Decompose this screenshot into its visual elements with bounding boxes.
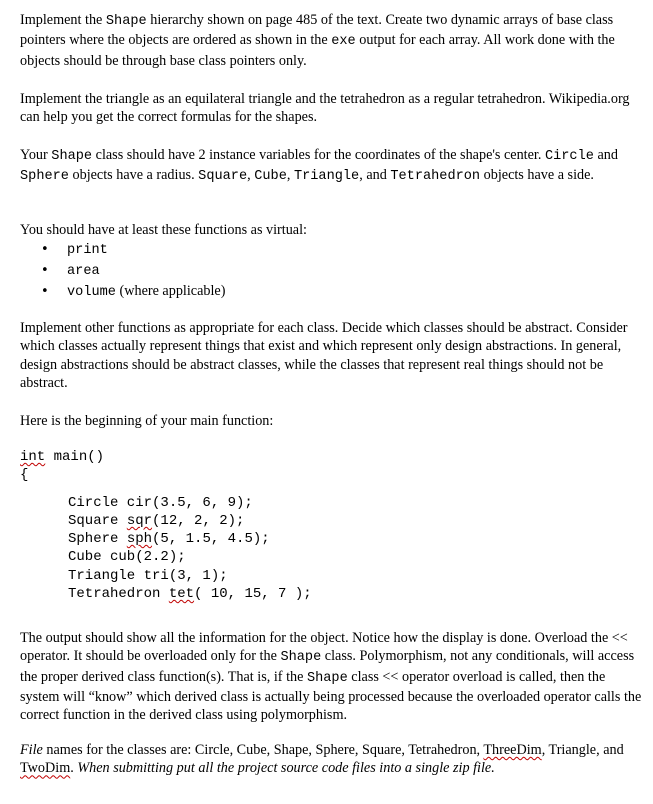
code-triangle: Triangle bbox=[293, 169, 360, 185]
code-line bbox=[20, 512, 312, 530]
code-line: { bbox=[20, 467, 29, 484]
paragraph-hierarchy bbox=[20, 11, 645, 70]
text: class. Polymorphism, not any conditionals, will access the proper derived class function(s). That is, if the bbox=[20, 648, 635, 685]
code-var-tet: tet bbox=[168, 586, 195, 603]
virtual-function-list bbox=[20, 239, 225, 302]
code-text: ( 10, 15, 7 ); bbox=[194, 586, 312, 603]
text: and bbox=[593, 147, 618, 163]
text: (where applicable) bbox=[115, 283, 226, 299]
list-item bbox=[20, 239, 225, 260]
code-block-main bbox=[20, 448, 312, 603]
text-file: File bbox=[20, 742, 43, 758]
code-print: print bbox=[67, 243, 108, 258]
code-circle: Circle bbox=[544, 149, 594, 164]
code-text: Sphere bbox=[68, 531, 127, 548]
list-item bbox=[20, 281, 225, 302]
text: output for each array. All work done with the objects should be through base class pointers only. bbox=[20, 32, 615, 69]
code-text: (12, 2, 2); bbox=[152, 512, 245, 529]
code-var-sph: sph bbox=[126, 531, 153, 548]
text: hierarchy shown on page 485 of the text. Create two dynamic arrays of base class pointers where the objects are ordered as shown in the bbox=[20, 12, 614, 49]
code-var-sqr: sqr bbox=[126, 512, 153, 529]
text: class << operator overload is called, then the system will “know” which derived class is actually being processed because the overloaded operator calls the correct function in the derived class using polymorphism. bbox=[20, 668, 642, 724]
paragraph-virtual-functions: You should have at least these functions as virtual: bbox=[20, 222, 307, 238]
code-volume: volume bbox=[67, 285, 116, 300]
code-cube: Cube bbox=[254, 169, 287, 185]
text: Your bbox=[20, 147, 52, 163]
code-line bbox=[20, 585, 312, 603]
code-text: main() bbox=[45, 449, 105, 465]
code-tetrahedron: Tetrahedron bbox=[390, 169, 481, 185]
code-line bbox=[20, 448, 312, 466]
paragraph-main-intro: Here is the beginning of your main function: bbox=[20, 413, 274, 429]
text: , bbox=[247, 167, 255, 184]
code-line bbox=[20, 530, 312, 548]
text-threedim: ThreeDim bbox=[483, 742, 542, 758]
code-line: Circle cir(3.5, 6, 9); bbox=[68, 494, 253, 511]
paragraph-abstract-classes: Implement other functions as appropriate for each class. Decide which classes should be abstract. Consider which classes actually represent things that exist and which represent only design abstractions. In general, design abstractions should be abstract classes, while the classes that represent real things should not be abstract. bbox=[20, 320, 628, 391]
text: , and bbox=[359, 167, 391, 184]
text: objects have a radius. bbox=[68, 167, 199, 184]
code-shape: Shape bbox=[280, 650, 322, 666]
code-square: Square bbox=[198, 169, 248, 185]
list-item bbox=[20, 260, 225, 281]
text: . bbox=[70, 760, 78, 777]
text: class should have 2 instance variables for the coordinates of the shape's center. bbox=[92, 147, 545, 163]
text: The output should show all the information for the object. Notice how the display is done. Overload the << operator. It should be overloaded only for the bbox=[20, 630, 628, 665]
text: objects have a side. bbox=[480, 167, 594, 184]
text-twodim: TwoDim bbox=[20, 760, 71, 777]
paragraph-instance-variables bbox=[20, 146, 645, 187]
code-shape: Shape bbox=[105, 14, 147, 29]
code-line: Cube cub(2.2); bbox=[68, 549, 186, 566]
code-line: Triangle tri(3, 1); bbox=[68, 567, 228, 584]
code-keyword-int: int bbox=[20, 449, 46, 465]
code-spacer bbox=[20, 485, 312, 494]
paragraph-triangle-tetrahedron: Implement the triangle as an equilateral triangle and the tetrahedron as a regular tetrahedron. Wikipedia.org can help you get the correct formulas for the shapes. bbox=[20, 91, 630, 126]
text: Implement the bbox=[20, 12, 106, 28]
code-exe: exe bbox=[331, 34, 356, 50]
code-text: Tetrahedron bbox=[68, 586, 169, 603]
paragraph-file-names bbox=[20, 741, 645, 778]
code-shape: Shape bbox=[306, 670, 348, 686]
text: , Triangle, and bbox=[541, 742, 624, 758]
code-text: Square bbox=[68, 512, 127, 529]
paragraph-output-polymorphism bbox=[20, 629, 645, 724]
code-sphere: Sphere bbox=[20, 169, 69, 185]
text: names for the classes are: Circle, Cube, Shape, Sphere, Square, Tetrahedron, bbox=[42, 742, 484, 758]
code-text: (5, 1.5, 4.5); bbox=[152, 531, 270, 548]
code-area: area bbox=[67, 264, 100, 279]
text: , bbox=[286, 167, 294, 184]
text-submission-note: When submitting put all the project source code files into a single zip file. bbox=[77, 760, 495, 777]
code-shape: Shape bbox=[51, 149, 93, 164]
